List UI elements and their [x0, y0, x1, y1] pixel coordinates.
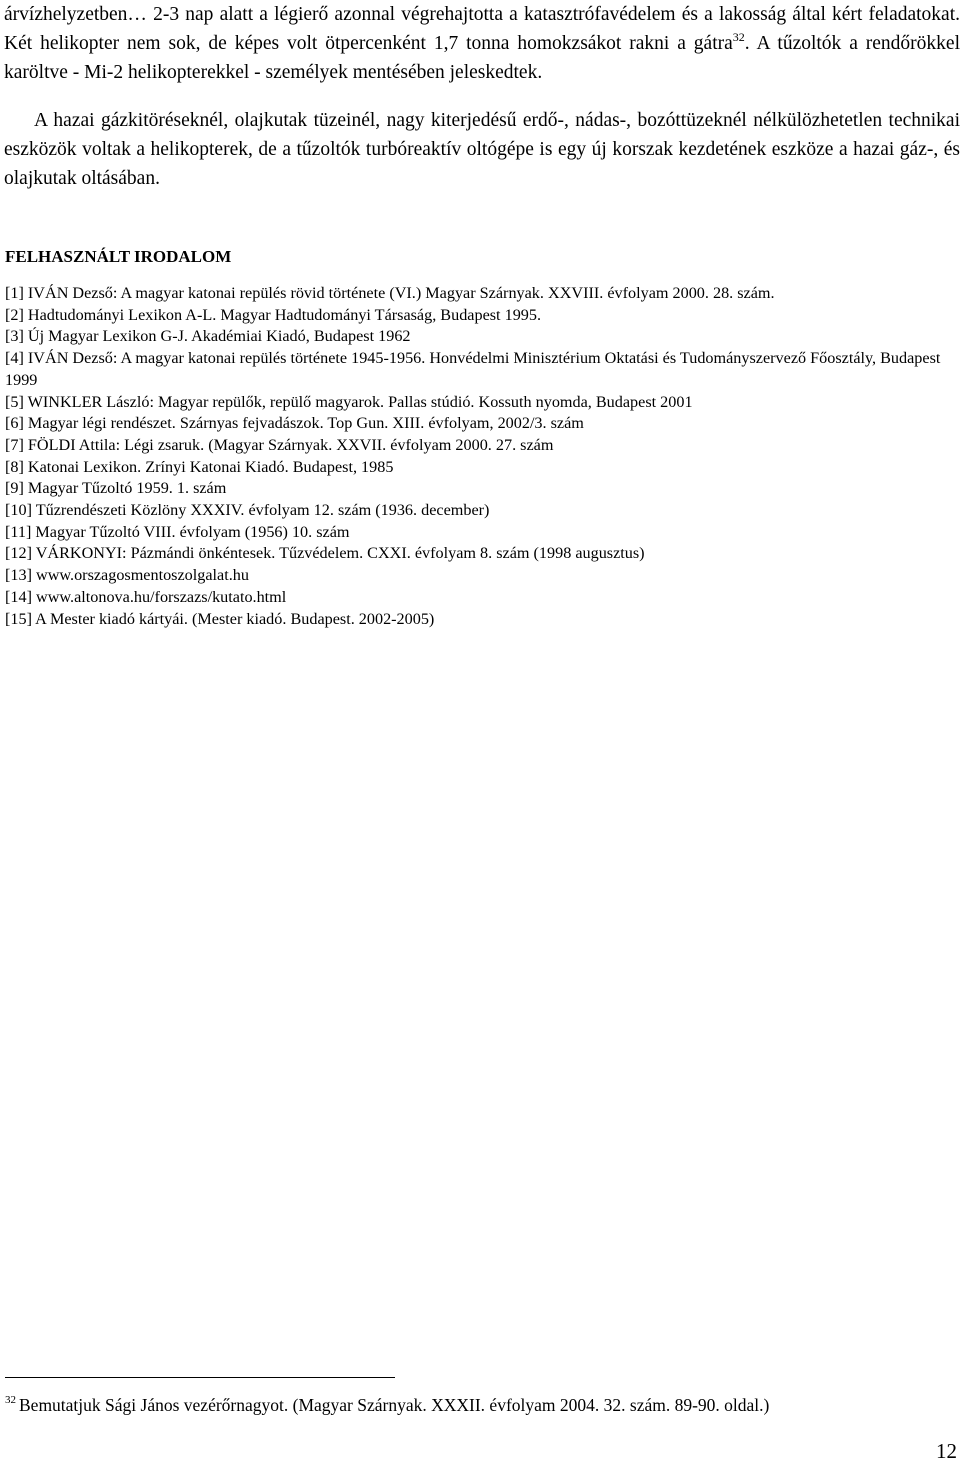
page-number: 12 — [936, 1439, 957, 1463]
footnote-reference-32[interactable]: 32 — [732, 30, 745, 44]
footnote-number: 32 — [5, 1394, 16, 1406]
bibliography-item: [13] www.orszagosmentoszolgalat.hu — [5, 566, 249, 585]
bibliography-heading: FELHASZNÁLT IRODALOM — [5, 247, 232, 266]
bibliography-item: [8] Katonai Lexikon. Zrínyi Katonai Kiadó. Budapest, 1985 — [5, 457, 394, 476]
bibliography-item: [6] Magyar légi rendészet. Szárnyas fejvadászok. Top Gun. XIII. évfolyam, 2002/3. szám — [5, 414, 584, 433]
bibliography-item: [4] IVÁN Dezső: A magyar katonai repülés története 1945-1956. Honvédelmi Minisztérium Oktatási és Tudományszervező Főosztály, Budapest 1999 — [5, 349, 941, 389]
bibliography-item: [15] A Mester kiadó kártyái. (Mester kiadó. Budapest. 2002-2005) — [5, 609, 435, 628]
paragraph-1-text-b: . A tűzoltók a rendőrökkel karöltve - Mi-2 helikopterekkel - személyek mentésében jeleskedtek. — [4, 33, 960, 83]
footnote — [5, 1393, 955, 1417]
bibliography-item: [3] Új Magyar Lexikon G-J. Akadémiai Kiadó, Budapest 1962 — [5, 327, 411, 346]
bibliography-item: [14] www.altonova.hu/forszazs/kutato.html — [5, 587, 287, 606]
bibliography-item: [7] FÖLDI Attila: Légi zsaruk. (Magyar Szárnyak. XXVII. évfolyam 2000. 27. szám — [5, 435, 554, 454]
body-paragraph-1 — [4, 0, 960, 87]
body-paragraph-2 — [4, 106, 960, 193]
footnote-separator — [5, 1377, 395, 1378]
footnote-text: Bemutatjuk Sági János vezérőrnagyot. (Magyar Szárnyak. XXXII. évfolyam 2004. 32. szám. 89-90. oldal.) — [19, 1395, 770, 1415]
bibliography-item: [5] WINKLER László: Magyar repülők, repülő magyarok. Pallas stúdió. Kossuth nyomda, Budapest 2001 — [5, 392, 693, 411]
bibliography-item: [2] Hadtudományi Lexikon A-L. Magyar Hadtudományi Társaság, Budapest 1995. — [5, 305, 542, 324]
bibliography-item: [11] Magyar Tűzoltó VIII. évfolyam (1956) 10. szám — [5, 522, 350, 541]
paragraph-2-text: A hazai gázkitöréseknél, olajkutak tüzeinél, nagy kiterjedésű erdő-, nádas-, bozóttüzeknél nélkülözhetetlen technikai eszközök voltak a helikopterek, de a tűzoltók turbóreaktív oltógépe is egy új korszak kezdetének eszköze a hazai gáz-, és olajkutak oltásában. — [4, 110, 960, 189]
paragraph-1-text-a: árvízhelyzetben… 2-3 nap alatt a légierő azonnal végrehajtotta a katasztrófavédelem és a lakosság által kért feladatokat. Két helikopter nem sok, de képes volt ötpercenként 1,7 tonna homokzsákot rakni a gátra — [4, 4, 960, 54]
bibliography-item: [1] IVÁN Dezső: A magyar katonai repülés rövid története (VI.) Magyar Szárnyak. XXVIII. évfolyam 2000. 28. szám. — [5, 284, 775, 302]
bibliography-item: [10] Tűzrendészeti Közlöny XXXIV. évfolyam 12. szám (1936. december) — [5, 501, 490, 520]
bibliography-item: [9] Magyar Tűzoltó 1959. 1. szám — [5, 479, 227, 498]
bibliography-list — [5, 283, 955, 630]
bibliography-item: [12] VÁRKONYI: Pázmándi önkéntesek. Tűzvédelem. CXXI. évfolyam 8. szám (1998 augusztus) — [5, 544, 645, 563]
